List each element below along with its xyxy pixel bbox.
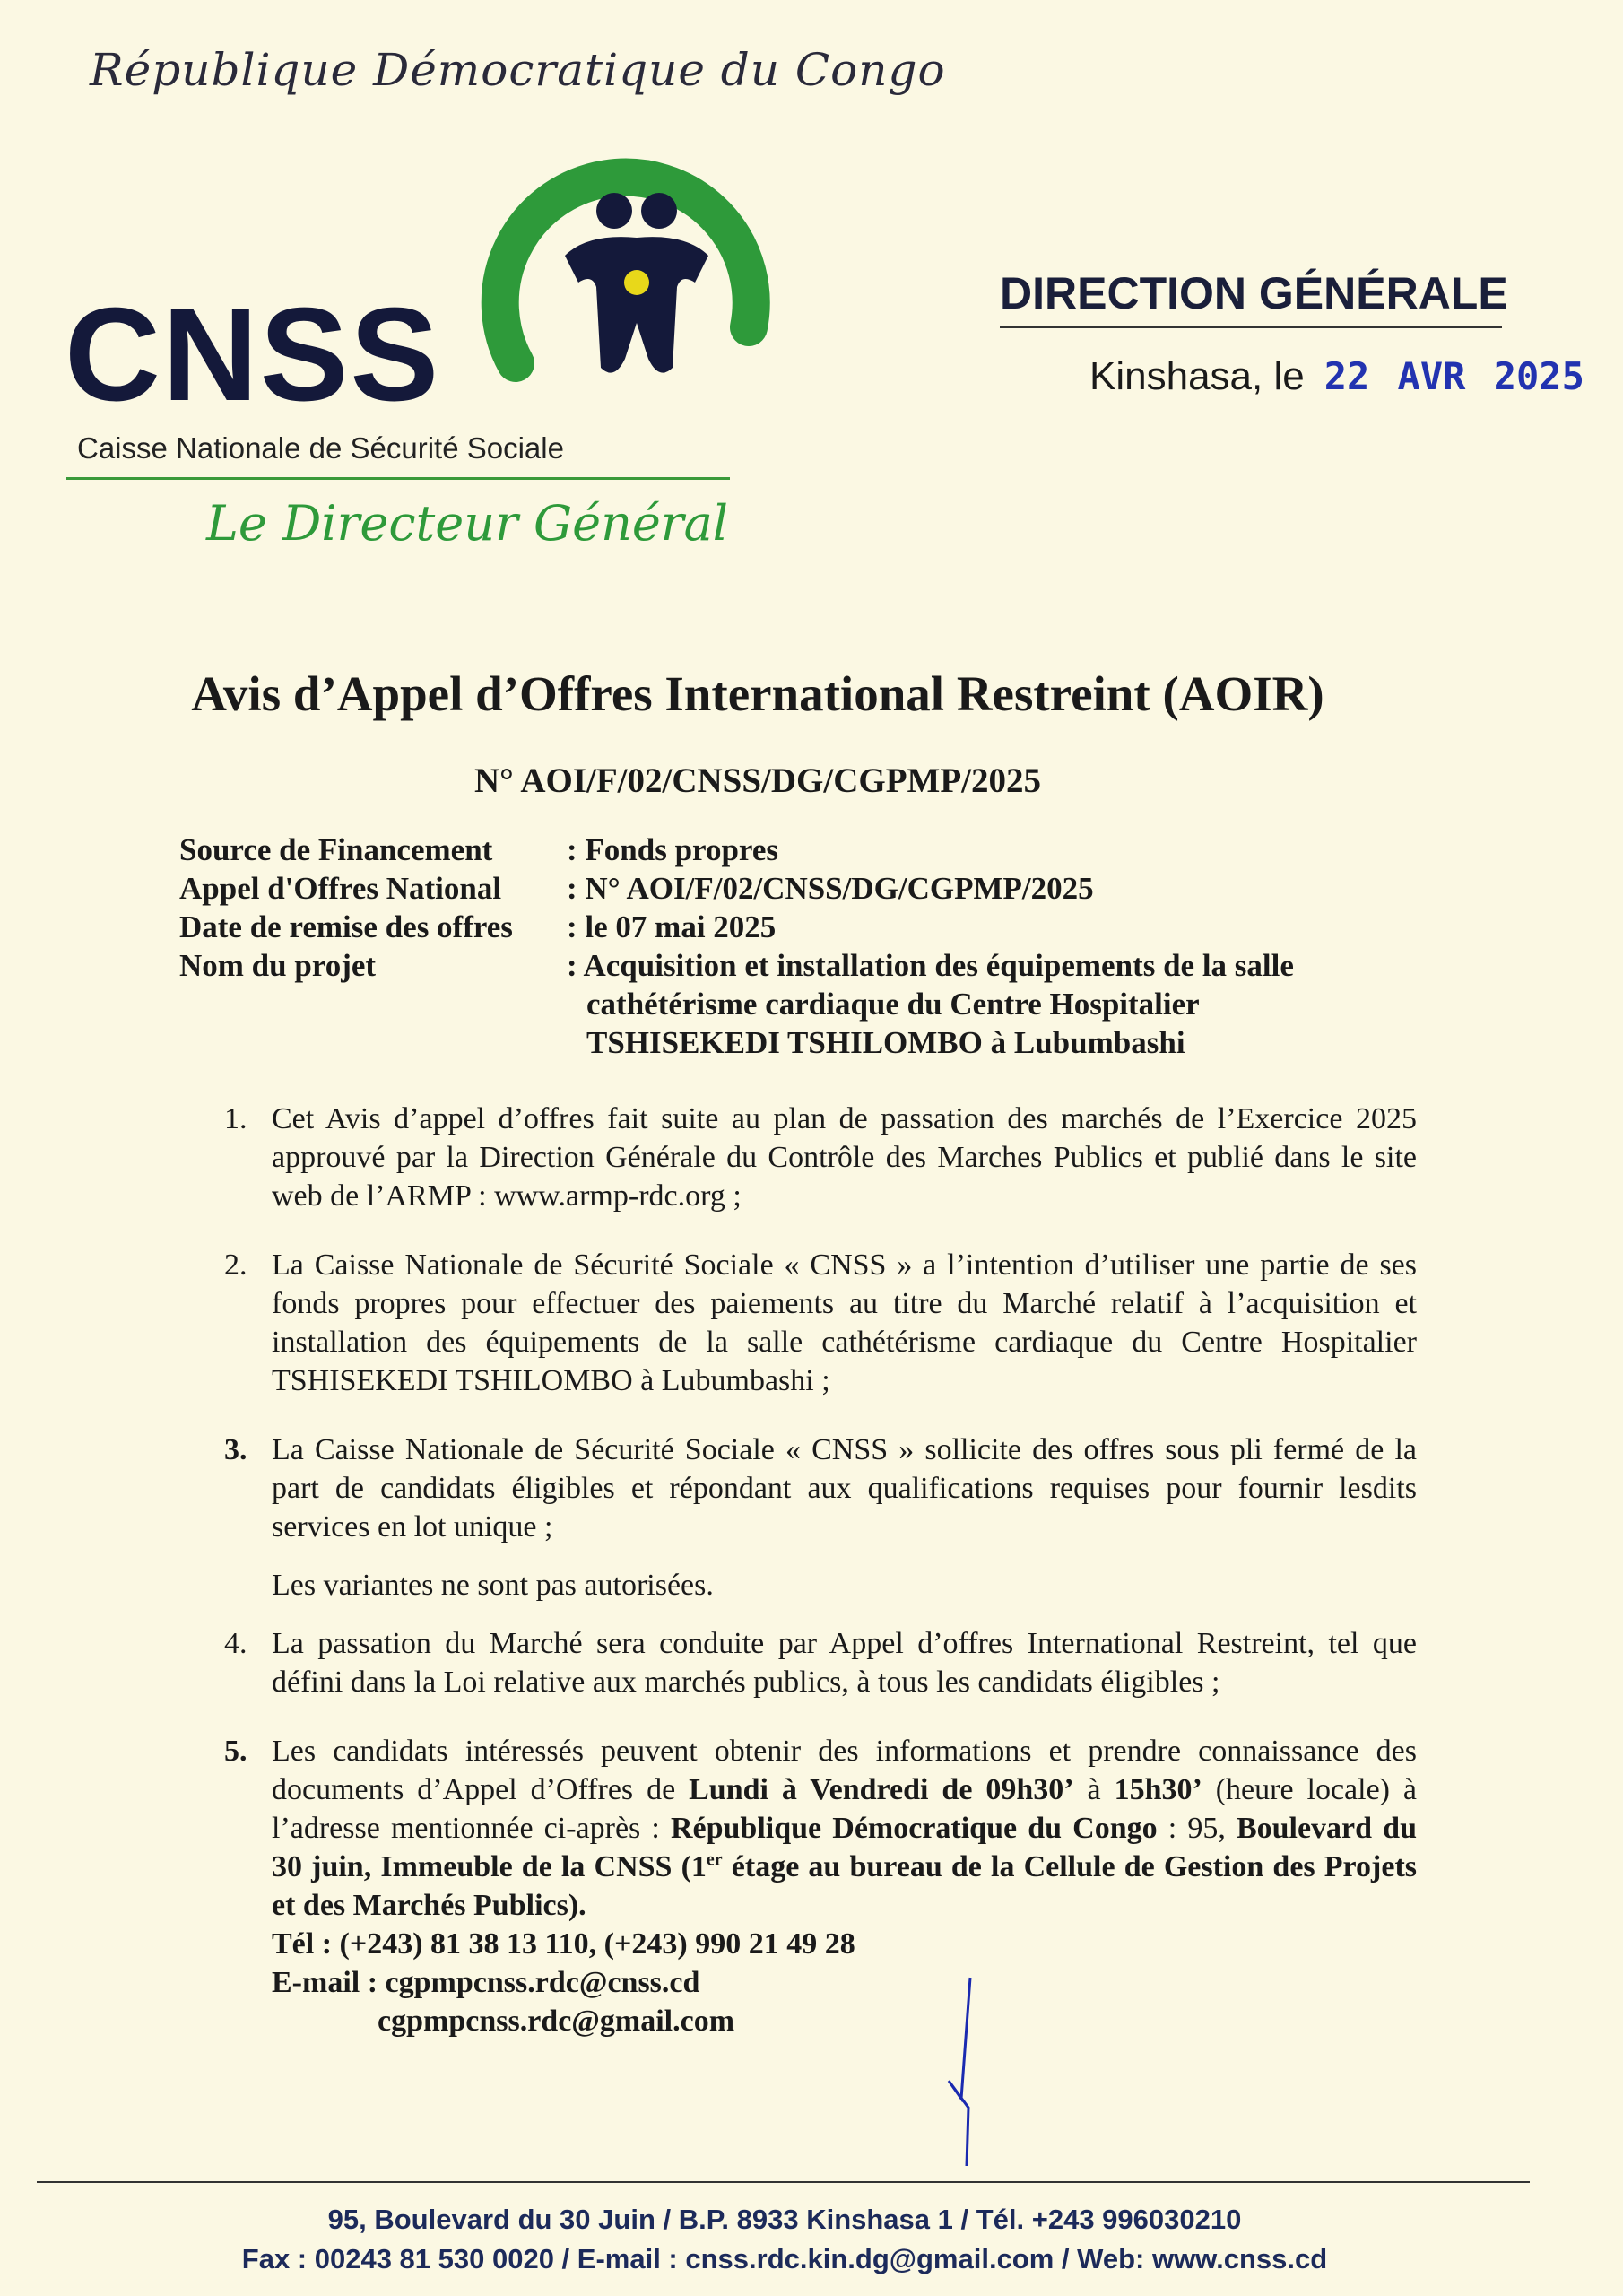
- item-number: 1.: [224, 1101, 247, 1135]
- item-number: 2.: [224, 1248, 247, 1282]
- item-text: La Caisse Nationale de Sécurité Sociale « CNSS » a l’intention d’utiliser une partie de ses fonds propres pour effectuer des paiements au titre du Marché relatif à l’acquisition et installation des équipements de la salle cathétérisme cardiaque du Centre Hospitalier TSHISEKEDI TSHILOMBO à Lubumbashi ;: [272, 1248, 1417, 1397]
- item-number: 3.: [224, 1432, 247, 1466]
- variants-note: Les variantes ne sont pas autorisées.: [272, 1568, 714, 1602]
- department-heading: DIRECTION GÉNÉRALE: [1000, 268, 1508, 318]
- info-value: : Fonds propres: [567, 831, 778, 867]
- info-value: : N° AOI/F/02/CNSS/DG/CGPMP/2025: [567, 870, 1094, 906]
- info-row: [179, 831, 1623, 869]
- closing-time: 15h30’: [1114, 1772, 1202, 1806]
- email-primary[interactable]: E-mail : cgpmpcnss.rdc@cnss.cd: [272, 1965, 700, 1999]
- country-heading: République Démocratique du Congo: [90, 44, 946, 96]
- cnss-logo-text: CNSS: [65, 281, 441, 429]
- item-text-part: ;: [725, 1178, 742, 1213]
- item-text-part: Cet Avis d’appel d’offres fait suite au plan de passation des marchés de l’Exercice 2025 approuvé par la Direction Générale du Contrôle des Marches Publics et publié dans le site web de l’ARMP :: [272, 1101, 1417, 1213]
- info-row: [179, 869, 1623, 908]
- list-item: [224, 1100, 1417, 1215]
- list-item: [224, 1624, 1417, 1701]
- opening-days: Lundi à Vendredi de 09h30’: [689, 1772, 1074, 1806]
- phone-numbers: Tél : (+243) 81 38 13 110, (+243) 990 21 49 28: [272, 1926, 855, 1961]
- list-item: [224, 1431, 1417, 1546]
- footer-address: 95, Boulevard du 30 Juin / B.P. 8933 Kinshasa 1 / Tél. +243 996030210: [327, 2204, 1242, 2235]
- date-line: [1089, 354, 1584, 399]
- email-secondary[interactable]: cgpmpcnss.rdc@gmail.com: [378, 2004, 735, 2038]
- item-text-part: (heure locale) à l’adresse mentionnée ci-après :: [272, 1772, 1418, 1845]
- info-row: [179, 946, 1623, 1062]
- info-label: Nom du projet: [179, 947, 377, 983]
- signatory-title: Le Directeur Général: [206, 495, 729, 552]
- item-text-part: Les candidats intéressés peuvent obtenir des informations et prendre connaissance des documents d’Appel d’Offres de: [272, 1734, 1417, 1806]
- notice-body: [0, 664, 1623, 2040]
- info-label: Source de Financement: [179, 831, 493, 867]
- date-stamp: 22 AVR 2025: [1324, 354, 1584, 398]
- list-item: [224, 1246, 1417, 1400]
- superscript: er: [706, 1849, 723, 1870]
- footer-contact: Fax : 00243 81 530 0020 / E-mail : cnss.rdc.kin.dg@gmail.com / Web: www.cnss.cd: [241, 2243, 1328, 2274]
- armp-link[interactable]: www.armp-rdc.org: [494, 1178, 725, 1213]
- footer-divider: [37, 2181, 1530, 2183]
- info-value: : Acquisition et installation des équipements de la salle cathétérisme cardiaque du Centre Hospitalier TSHISEKEDI TSHILOMBO à Lubumbashi: [567, 947, 1294, 1060]
- address: Boulevard du 30 juin, Immeuble de la CNSS (1: [272, 1811, 1418, 1883]
- org-full-name: Caisse Nationale de Sécurité Sociale: [77, 431, 564, 465]
- item-text: [272, 1732, 1417, 2040]
- signature-icon: [942, 1973, 995, 2170]
- divider: [66, 477, 730, 480]
- address-office: étage au bureau de la Cellule de Gestion des Projets et des Marchés Publics).: [272, 1849, 1417, 1922]
- list-item: [224, 1566, 1417, 1605]
- spacer: [224, 1566, 272, 1605]
- item-text: [272, 1100, 1417, 1215]
- divider: [1000, 326, 1502, 328]
- document-title: Avis d’Appel d’Offres International Restreint (AOIR): [191, 666, 1324, 721]
- cnss-family-logo-icon: [480, 130, 776, 399]
- info-value: : le 07 mai 2025: [567, 909, 777, 944]
- item-text-part: : 95,: [1157, 1811, 1237, 1845]
- address-country: République Démocratique du Congo: [670, 1811, 1158, 1845]
- list-item: [224, 1732, 1417, 2040]
- info-label: Date de remise des offres: [179, 909, 513, 944]
- item-number: 5.: [224, 1734, 247, 1768]
- item-number: 4.: [224, 1626, 247, 1660]
- item-text: La passation du Marché sera conduite par Appel d’offres International Restreint, tel que défini dans la Loi relative aux marchés publics, à tous les candidats éligibles ;: [272, 1626, 1417, 1699]
- item-text: La Caisse Nationale de Sécurité Sociale « CNSS » sollicite des offres sous pli fermé de la part de candidats éligibles et répondant aux qualifications requises pour fournir lesdits services en lot unique ;: [272, 1432, 1417, 1544]
- place-prefix: Kinshasa, le: [1089, 354, 1305, 398]
- info-table: [179, 831, 1623, 1062]
- info-label: Appel d'Offres National: [179, 870, 502, 906]
- item-text-part: à: [1073, 1772, 1115, 1806]
- reference-number: N° AOI/F/02/CNSS/DG/CGPMP/2025: [473, 761, 1042, 800]
- info-row: [179, 908, 1623, 946]
